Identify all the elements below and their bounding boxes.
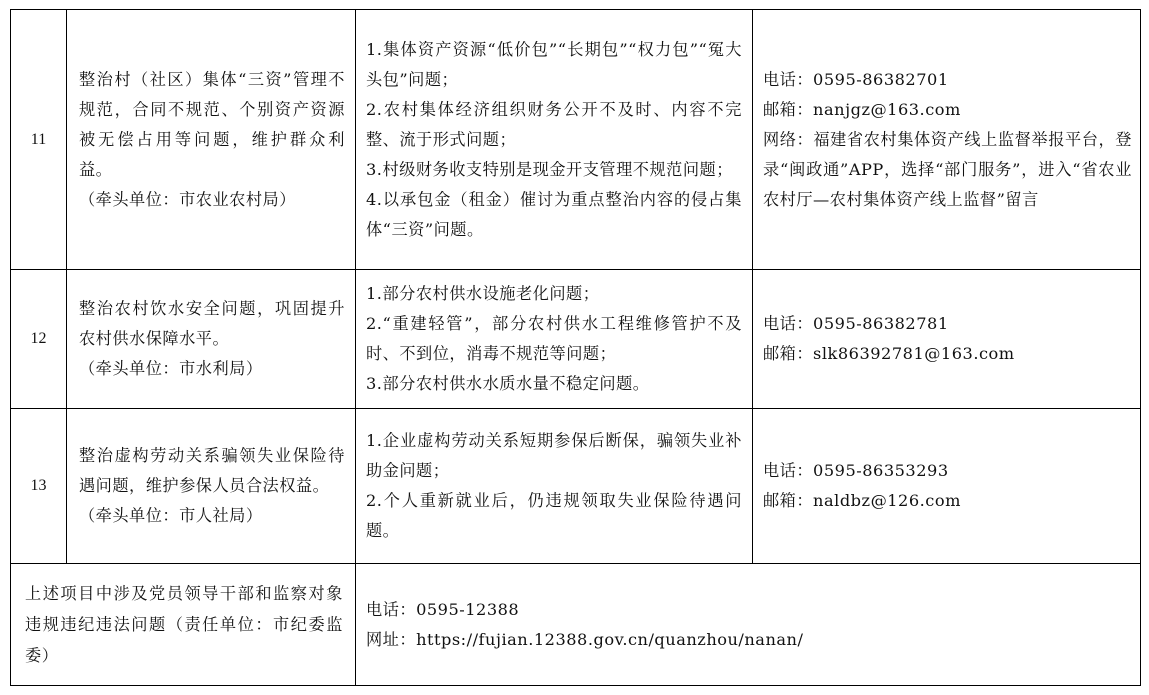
contact-cell <box>753 270 1141 409</box>
task-cell <box>67 270 356 409</box>
row-number: 11 <box>11 10 67 270</box>
task-cell <box>67 409 356 564</box>
contact-online: 网络：福建省农村集体资产线上监督举报平台，登录“闽政通”APP，选择“部门服务”，进入“省农业农村厅—农村集体资产线上监督”留言 <box>763 129 1132 209</box>
footer-phone-label: 电话： <box>366 599 417 619</box>
contact-email: 邮箱：slk86392781@163.com <box>763 344 1015 363</box>
footer-contact-cell <box>356 564 1141 686</box>
issues-cell <box>356 10 753 270</box>
contact-email: 邮箱：naldbz@126.com <box>763 491 961 510</box>
contact-phone: 电话：0595-86353293 <box>763 461 949 480</box>
table-row-11 <box>11 10 1141 270</box>
task-text: 整治农村饮水安全问题，巩固提升农村供水保障水平。 <box>79 299 345 348</box>
issues-cell <box>356 270 753 409</box>
issues-cell <box>356 409 753 564</box>
table-row-footer <box>11 564 1141 686</box>
footer-phone: 0595-12388 <box>416 599 520 619</box>
lead-unit: （牵头单位：市水利局） <box>79 359 263 378</box>
contact-phone: 电话：0595-86382781 <box>763 314 949 333</box>
issue-item: 1.企业虚构劳动关系短期参保后断保，骗领失业补助金问题； <box>366 431 742 480</box>
lead-unit: （牵头单位：市人社局） <box>79 506 263 525</box>
task-text: 整治村（社区）集体“三资”管理不规范，合同不规范、个别资产资源被无偿占用等问题，维护群众利益。 <box>79 69 345 179</box>
footer-scope-cell <box>11 564 356 686</box>
issue-item: 2.“重建轻管”，部分农村供水工程维修管护不及时、不到位，消毒不规范等问题； <box>366 314 742 363</box>
task-cell <box>67 10 356 270</box>
contact-cell <box>753 409 1141 564</box>
lead-unit: （牵头单位：市农业农村局） <box>79 189 296 209</box>
contact-cell <box>753 10 1141 270</box>
row-number: 12 <box>11 270 67 409</box>
footer-scope-text: 上述项目中涉及党员领导干部和监察对象违规违纪违法问题（责任单位：市纪委监委） <box>25 584 343 665</box>
issue-item: 2.农村集体经济组织财务公开不及时、内容不完整、流于形式问题； <box>366 99 742 149</box>
table-row-12 <box>11 270 1141 409</box>
task-text: 整治虚构劳动关系骗领失业保险待遇问题，维护参保人员合法权益。 <box>79 446 345 495</box>
supervision-table <box>10 9 1141 686</box>
issue-item: 3.村级财务收支特别是现金开支管理不规范问题； <box>366 159 733 179</box>
footer-url[interactable]: https://fujian.12388.gov.cn/quanzhou/nanan/ <box>416 629 804 649</box>
row-number: 13 <box>11 409 67 564</box>
issue-item: 1.集体资产资源“低价包”“长期包”“权力包”“冤大头包”问题； <box>366 39 742 89</box>
issue-item: 2.个人重新就业后，仍违规领取失业保险待遇问题。 <box>366 491 742 540</box>
footer-url-label: 网址： <box>366 629 417 649</box>
issue-item: 1.部分农村供水设施老化问题； <box>366 284 600 303</box>
issue-item: 4.以承包金（租金）催讨为重点整治内容的侵占集体“三资”问题。 <box>366 189 742 239</box>
contact-phone: 电话：0595-86382701 <box>763 69 949 89</box>
contact-email: 邮箱：nanjgz@163.com <box>763 99 961 119</box>
table-row-13 <box>11 409 1141 564</box>
issue-item: 3.部分农村供水水质水量不稳定问题。 <box>366 374 650 393</box>
